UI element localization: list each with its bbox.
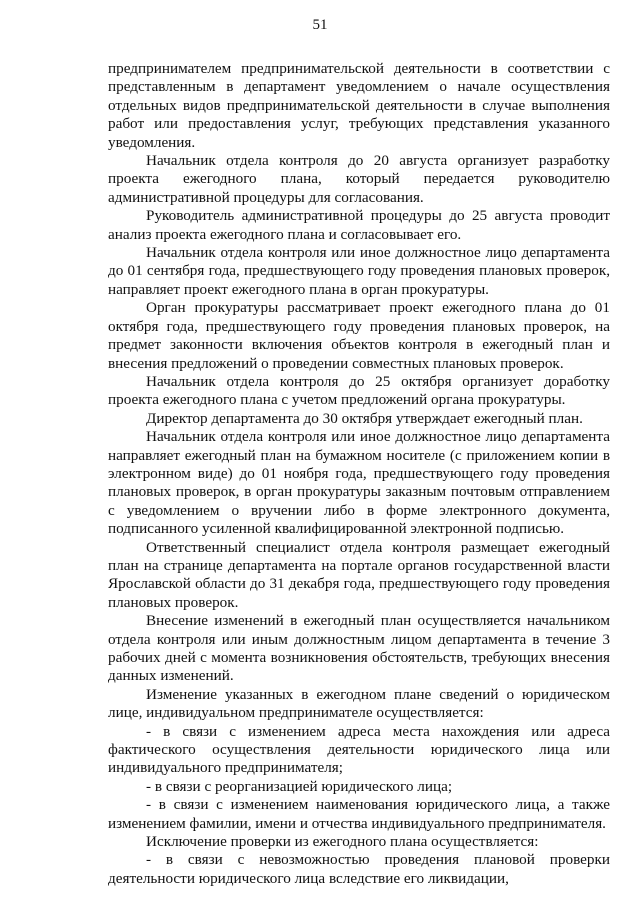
paragraph: Директор департамента до 30 октября утверждает ежегодный план. bbox=[146, 409, 583, 427]
paragraph: Исключение проверки из ежегодного плана осуществляется: bbox=[146, 833, 539, 851]
list-item: - в связи с изменением наименования юридического лица, а также изменением фамилии, имени и отчества индивидуального предпринимателя. bbox=[108, 796, 610, 832]
paragraph: Начальник отдела контроля или иное должностное лицо департамента до 01 сентября года, предшествующего году проведения плановых проверок, направляет проект ежегодного плана в орган прокуратуры. bbox=[108, 244, 610, 298]
list-item: - в связи с невозможностью проведения плановой проверки деятельности юридического лица вследствие его ликвидации, bbox=[108, 851, 610, 887]
list-item: - в связи с изменением адреса места нахождения или адреса фактического осуществления деятельности юридического лица или индивидуального предпринимателя; bbox=[108, 722, 610, 777]
document-body bbox=[108, 60, 610, 888]
list-item: - в связи с реорганизацией юридического лица; bbox=[146, 777, 453, 795]
paragraph: Руководитель административной процедуры до 25 августа проводит анализ проекта ежегодного плана и согласовывает его. bbox=[108, 207, 610, 243]
paragraph: Внесение изменений в ежегодный план осуществляется начальником отдела контроля или иным должностным лицом департамента в течение 3 рабочих дней с момента возникновения обстоятельств, требующих внесения данных изменений. bbox=[108, 612, 610, 685]
paragraph: Начальник отдела контроля до 20 августа организует разработку проекта ежегодного плана, который передается руководителю административной процедуры для согласования. bbox=[108, 152, 610, 206]
paragraph: Начальник отдела контроля до 25 октября организует доработку проекта ежегодного плана с учетом предложений органа прокуратуры. bbox=[108, 372, 610, 409]
page-number: 51 bbox=[312, 17, 328, 33]
paragraph: предпринимателем предпринимательской деятельности в соответствии с представленным в департамент уведомлением о начале осуществления отдельных видов предпринимательской деятельности в случае выполнения работ или предоставления услуг, требующих представления указанного уведомления. bbox=[108, 60, 610, 151]
paragraph: Начальник отдела контроля или иное должностное лицо департамента направляет ежегодный план на бумажном носителе (с приложением копии в электронном виде) до 01 ноября года, предшествующего году проведения плановых проверок, в орган прокуратуры заказным почтовым отправлением с уведомлением о вручении либо в форме электронного документа, подписанного усиленной квалифицированной электронной подписью. bbox=[108, 428, 610, 538]
paragraph: Орган прокуратуры рассматривает проект ежегодного плана до 01 октября года, предшествующего году проведения плановых проверок, на предмет законности включения объектов контроля в ежегодный план и внесения предложений о проведении совместных плановых проверок. bbox=[108, 299, 610, 372]
paragraph: Изменение указанных в ежегодном плане сведений о юридическом лице, индивидуальном предпринимателе осуществляется: bbox=[108, 685, 610, 722]
paragraph: Ответственный специалист отдела контроля размещает ежегодный план на странице департамента на портале органов государственной власти Ярославской области до 31 декабря года, предшествующего году проведения плановых проверок. bbox=[108, 538, 610, 611]
